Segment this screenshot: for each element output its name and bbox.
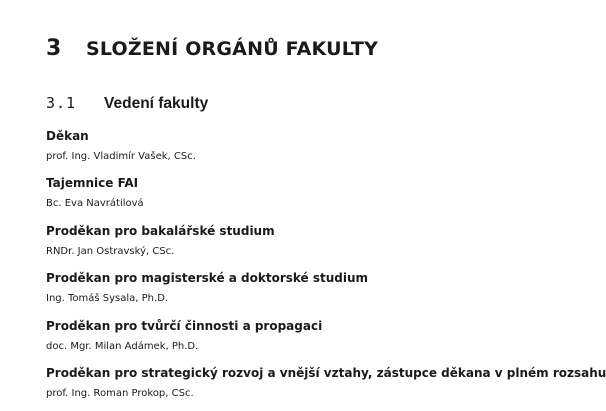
section-heading xyxy=(46,94,208,113)
role-person: RNDr. Jan Ostravský, CSc. xyxy=(46,245,175,257)
role-person: doc. Mgr. Milan Adámek, Ph.D. xyxy=(46,340,199,352)
role-title: Proděkan pro strategický rozvoj a vnější vztahy, zástupce děkana v plném rozsahu xyxy=(46,365,606,380)
role-entry-vice-dean-strategic xyxy=(46,364,606,411)
role-entry-vice-dean-master-doctoral xyxy=(46,269,586,316)
chapter-title: SLOŽENÍ ORGÁNŮ FAKULTY xyxy=(86,38,379,60)
role-person: prof. Ing. Vladimír Vašek, CSc. xyxy=(46,151,196,162)
role-title: Děkan xyxy=(46,129,89,143)
section-number: 3.1 xyxy=(46,94,77,112)
chapter-heading xyxy=(46,36,378,61)
role-entry-vice-dean-creative xyxy=(46,317,586,364)
chapter-number: 3 xyxy=(46,36,62,61)
role-entry-dean xyxy=(46,127,586,174)
section-title: Vedení fakulty xyxy=(104,95,209,112)
role-entry-secretary xyxy=(46,174,586,221)
role-person: Ing. Tomáš Sysala, Ph.D. xyxy=(46,293,169,305)
role-title: Tajemnice FAI xyxy=(46,176,139,191)
role-title: Proděkan pro bakalářské studium xyxy=(46,223,275,238)
roles-list xyxy=(46,127,606,411)
role-entry-vice-dean-bachelor xyxy=(46,222,586,269)
role-title: Proděkan pro magisterské a doktorské studium xyxy=(46,271,369,286)
role-person: prof. Ing. Roman Prokop, CSc. xyxy=(46,387,194,399)
role-person: Bc. Eva Navrátilová xyxy=(46,198,144,210)
role-title: Proděkan pro tvůrčí činnosti a propagaci xyxy=(46,318,323,333)
